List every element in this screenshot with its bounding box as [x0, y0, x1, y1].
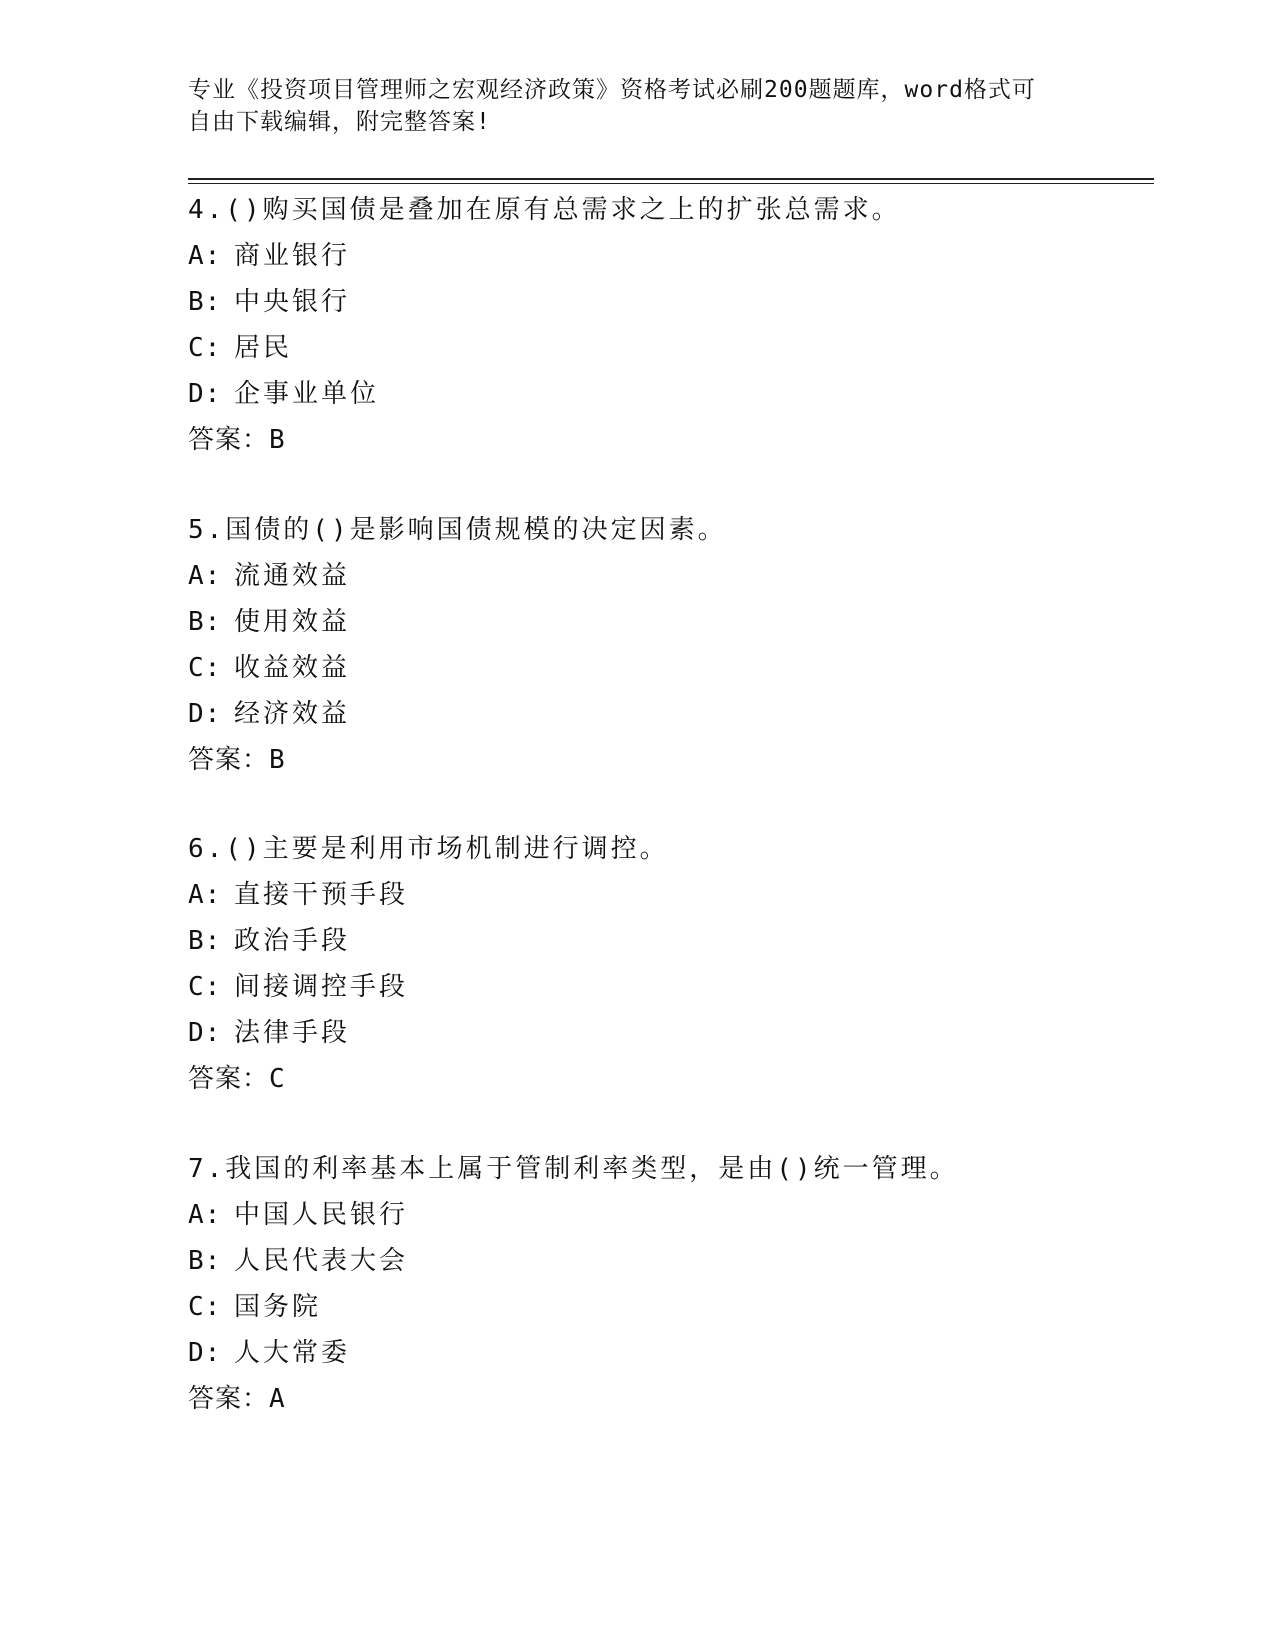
option-a: [188, 872, 1188, 918]
header-line-2: 自由下载编辑，附完整答案!: [188, 109, 491, 135]
answer-line: 答案：B: [188, 425, 286, 455]
option-text: 国务院: [234, 1292, 322, 1322]
option-letter: A:: [188, 241, 222, 271]
option-d: [188, 1010, 1188, 1056]
option-d: [188, 371, 1188, 417]
header-divider-thin: [188, 183, 1154, 184]
option-text: 流通效益: [234, 561, 351, 591]
option-text: 间接调控手段: [234, 972, 409, 1002]
option-letter: A:: [188, 880, 222, 910]
option-text: 中国人民银行: [234, 1200, 409, 1230]
answer-line: 答案：A: [188, 1384, 286, 1414]
option-letter: D:: [188, 379, 222, 409]
option-letter: D:: [188, 1018, 222, 1048]
option-text: 经济效益: [234, 699, 351, 729]
option-text: 人大常委: [234, 1338, 351, 1368]
option-letter: C:: [188, 1292, 222, 1322]
option-letter: A:: [188, 561, 222, 591]
option-letter: B:: [188, 607, 222, 637]
option-text: 企事业单位: [234, 379, 380, 409]
option-letter: B:: [188, 926, 222, 956]
option-d: [188, 1330, 1188, 1376]
option-a: [188, 1192, 1188, 1238]
option-text: 中央银行: [234, 287, 351, 317]
option-text: 人民代表大会: [234, 1246, 409, 1276]
question-stem: 7.我国的利率基本上属于管制利率类型，是由()统一管理。: [188, 1154, 959, 1184]
option-a: [188, 553, 1188, 599]
option-b: [188, 599, 1188, 645]
option-letter: C:: [188, 333, 222, 363]
option-letter: C:: [188, 972, 222, 1002]
question-stem: 6.()主要是利用市场机制进行调控。: [188, 834, 669, 864]
option-letter: B:: [188, 1246, 222, 1276]
answer-line: 答案：C: [188, 1064, 286, 1094]
answer-line: 答案：B: [188, 745, 286, 775]
question-5: [188, 507, 1188, 783]
question-4: [188, 187, 1188, 463]
option-c: [188, 325, 1188, 371]
option-c: [188, 964, 1188, 1010]
option-text: 直接干预手段: [234, 880, 409, 910]
option-b: [188, 918, 1188, 964]
option-b: [188, 279, 1188, 325]
option-text: 收益效益: [234, 653, 351, 683]
question-stem: 4.()购买国债是叠加在原有总需求之上的扩张总需求。: [188, 195, 901, 225]
question-stem: 5.国债的()是影响国债规模的决定因素。: [188, 515, 727, 545]
option-text: 使用效益: [234, 607, 351, 637]
option-d: [188, 691, 1188, 737]
document-header: [188, 74, 1068, 138]
header-divider-thick: [188, 178, 1154, 180]
header-line-1: 专业《投资项目管理师之宏观经济政策》资格考试必刷200题题库，word格式可: [188, 77, 1036, 103]
option-letter: C:: [188, 653, 222, 683]
option-text: 居民: [234, 333, 293, 363]
question-6: [188, 826, 1188, 1102]
option-text: 法律手段: [234, 1018, 351, 1048]
option-c: [188, 1284, 1188, 1330]
option-b: [188, 1238, 1188, 1284]
option-c: [188, 645, 1188, 691]
option-letter: D:: [188, 699, 222, 729]
option-text: 政治手段: [234, 926, 351, 956]
question-7: [188, 1146, 1188, 1422]
option-letter: A:: [188, 1200, 222, 1230]
option-letter: D:: [188, 1338, 222, 1368]
option-a: [188, 233, 1188, 279]
option-letter: B:: [188, 287, 222, 317]
option-text: 商业银行: [234, 241, 351, 271]
